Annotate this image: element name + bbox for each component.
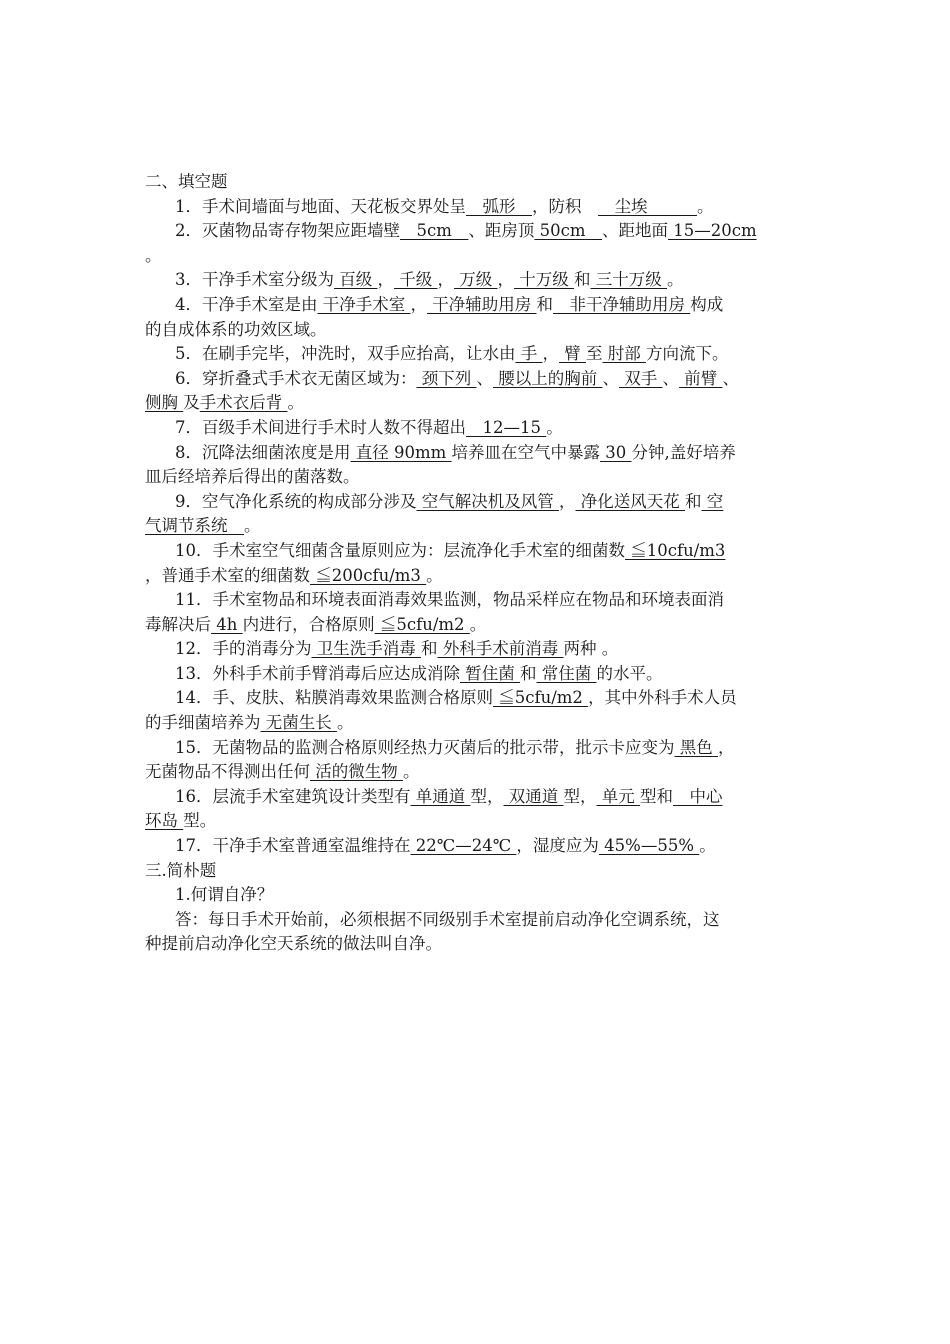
text: 无菌物品不得测出任何 <box>145 762 310 782</box>
answer-blank: 净化送风天花 <box>575 491 685 511</box>
answer-blank: 三十万级 <box>590 270 667 290</box>
answer-blank: 干净手术室 <box>317 294 411 314</box>
answer-blank: 空气解决机及风管 <box>416 491 559 511</box>
answer-blank: 双手 <box>619 368 663 388</box>
answer-blank: 千级 <box>394 270 438 290</box>
answer-blank: 22℃—24℃ <box>410 836 517 856</box>
question-6-cont <box>145 391 810 416</box>
text: 和 <box>536 294 553 314</box>
answer-blank: 无菌生长 <box>260 713 337 733</box>
answer-blank: 30 <box>600 442 632 462</box>
question-7 <box>145 416 810 441</box>
text: 的水平。 <box>596 663 663 683</box>
text: ， <box>410 294 427 314</box>
text: 15．无菌物品的监测合格原则经热力灭菌后的批示带，批示卡应变为 <box>175 737 675 757</box>
question-13 <box>145 662 810 687</box>
text: 型， <box>563 786 597 806</box>
answer-blank: 弧形 <box>466 196 532 216</box>
answer-blank: 12—15 <box>466 417 547 437</box>
answer-blank: 黑色 <box>674 737 718 757</box>
answer-blank: 外科手术前消毒 <box>437 639 564 659</box>
answer-blank: ≦5cfu/m2 <box>374 614 470 634</box>
answer-blank: 空 <box>701 491 724 511</box>
text: 5．在刷手完毕，冲洗时，双手应抬高，让水由 <box>175 344 516 364</box>
text: 型。 <box>183 811 217 831</box>
answer-blank: 环岛 <box>145 811 184 831</box>
short-answer-1: 答：每日手术开始前，必须根据不同级别手术室提前启动净化空调系统，这 <box>175 909 720 929</box>
text: 2．灭菌物品寄存物架应距墙壁 <box>175 221 400 241</box>
text: ，其中外科手术人员 <box>588 688 737 708</box>
text: 和 <box>421 639 438 659</box>
question-11-cont <box>145 613 810 638</box>
text: 两种 。 <box>563 639 619 659</box>
answer-blank: 十万级 <box>514 270 574 290</box>
text: 10．手术室空气细菌含量原则应为：层流净化手术室的细菌数 <box>175 540 625 560</box>
answer-blank: 45%—55% <box>598 836 700 856</box>
text: 8．沉降法细菌浓度是用 <box>175 442 351 462</box>
question-8-cont: 皿后经培养后得出的菌落数。 <box>145 467 360 487</box>
section-heading-short-answer: 三.简朴题 <box>145 860 217 880</box>
text: ， <box>559 491 576 511</box>
answer-blank: 干净辅助用房 <box>427 294 537 314</box>
answer-blank: ≦200cfu/m3 <box>310 565 427 585</box>
answer-blank: 肘部 <box>602 344 646 364</box>
answer-blank: 中心 <box>673 786 723 806</box>
text: 16．层流手术室建筑设计类型有 <box>175 786 411 806</box>
text: 。 <box>287 393 304 413</box>
answer-blank: 5cm <box>400 221 469 241</box>
text: 6．穿折叠式手术衣无菌区域为： <box>175 368 417 388</box>
text: 4．干净手术室是由 <box>175 294 318 314</box>
text: 、 <box>602 368 619 388</box>
question-9 <box>145 490 810 515</box>
answer-blank: 卫生洗手消毒 <box>311 639 421 659</box>
answer-blank: 侧胸 <box>145 393 184 413</box>
text: ， <box>718 737 735 757</box>
text: 。 <box>699 836 716 856</box>
answer-blank: 单通道 <box>410 786 471 806</box>
answer-blank: 腰以上的胸前 <box>493 368 603 388</box>
text: 7．百级手术间进行手术时人数不得超出 <box>175 417 466 437</box>
section-heading-fill-in: 二、填空题 <box>145 172 228 191</box>
short-question-1: 1.何谓自净？ <box>175 885 274 905</box>
text: 至 <box>586 344 603 364</box>
answer-blank: 常住菌 <box>536 663 597 683</box>
question-16 <box>145 785 810 810</box>
short-answer-1-cont: 种提前启动净化空天系统的做法叫自净。 <box>145 934 442 954</box>
answer-blank: 活的微生物 <box>310 762 403 782</box>
text: ，普通手术室的细菌数 <box>145 565 310 585</box>
answer-blank: 颈下列 <box>416 368 477 388</box>
answer-blank: 万级 <box>454 270 498 290</box>
text: 及 <box>183 393 200 413</box>
question-9-cont <box>145 514 810 539</box>
question-8 <box>145 441 810 466</box>
text: 构成 <box>690 294 724 314</box>
question-2 <box>145 219 810 244</box>
answer-blank: 气调节系统 <box>145 516 244 536</box>
text: ， <box>497 270 514 290</box>
text: 。 <box>469 614 487 634</box>
question-4 <box>145 293 810 318</box>
text: ， <box>377 270 394 290</box>
text: 分钟,盖好培养 <box>631 442 736 462</box>
answer-blank: 暂住菌 <box>460 663 520 683</box>
question-17 <box>145 834 810 859</box>
text: 。 <box>337 713 354 733</box>
text: 。 <box>697 196 714 216</box>
answer-blank: ≦10cfu/m3 <box>625 540 726 560</box>
text: 和 <box>685 491 702 511</box>
text: ，湿度应为 <box>516 836 599 856</box>
text: 。 <box>667 270 684 290</box>
question-15-cont <box>145 760 810 785</box>
answer-blank: 手术衣后背 <box>199 393 288 413</box>
answer-blank: ≦5cfu/m2 <box>493 688 589 708</box>
answer-blank: 尘埃 <box>598 196 697 216</box>
text: 方向流下。 <box>646 344 729 364</box>
answer-blank: 非干净辅助用房 <box>553 294 691 314</box>
text: 和 <box>520 663 537 683</box>
answer-blank: 双通道 <box>503 786 564 806</box>
answer-blank: 50cm <box>534 221 603 241</box>
text: 、 <box>662 368 679 388</box>
text: 型， <box>470 786 504 806</box>
answer-blank: 15—20cm <box>668 221 757 241</box>
answer-blank: 直径 90mm <box>350 442 452 462</box>
question-4-cont: 的自成体系的功效区域。 <box>145 319 327 339</box>
answer-blank: 百级 <box>334 270 378 290</box>
question-5 <box>145 342 810 367</box>
text: 。 <box>546 417 563 437</box>
text: 毒解决后 <box>145 614 211 634</box>
text: ， <box>437 270 454 290</box>
question-15 <box>145 736 810 761</box>
text: ，防积 <box>532 196 598 216</box>
question-3 <box>145 268 810 293</box>
text: 培养皿在空气中暴露 <box>451 442 601 462</box>
answer-blank: 臂 <box>559 344 586 364</box>
text: 3．干净手术室分级为 <box>175 270 334 290</box>
text: 的手细菌培养为 <box>145 713 261 733</box>
question-2-cont: 。 <box>145 245 162 265</box>
text: 和 <box>574 270 591 290</box>
document-page <box>145 170 810 957</box>
question-12 <box>145 637 810 662</box>
text: 、距房顶 <box>468 221 535 241</box>
text: 1．手术间墙面与地面、天花板交界处呈 <box>175 196 466 216</box>
question-1 <box>145 195 810 220</box>
text: 内进行，合格原则 <box>242 614 375 634</box>
text: 13．外科手术前手臂消毒后应达成消除 <box>175 663 460 683</box>
text: 14．手、皮肤、粘膜消毒效果监测合格原则 <box>175 688 493 708</box>
text: 、距地面 <box>602 221 669 241</box>
question-16-cont <box>145 809 810 834</box>
text: 、 <box>476 368 493 388</box>
answer-blank: 前臂 <box>679 368 723 388</box>
text: 。 <box>426 565 443 585</box>
text: 、 <box>722 368 739 388</box>
text: 12．手的消毒分为 <box>175 639 312 659</box>
answer-blank: 4h <box>211 614 243 634</box>
question-6 <box>145 367 810 392</box>
question-10-cont <box>145 564 810 589</box>
text: ， <box>542 344 559 364</box>
text: 。 <box>403 762 420 782</box>
text: 17．干净手术室普通室温维持在 <box>175 836 411 856</box>
answer-blank: 手 <box>515 344 543 364</box>
question-14-cont <box>145 711 810 736</box>
question-11: 11．手术室物品和环境表面消毒效果监测，物品采样应在物品和环境表面消 <box>175 590 724 610</box>
question-10 <box>145 539 810 564</box>
question-14 <box>145 686 810 711</box>
text: 9．空气净化系统的构成部分涉及 <box>175 491 417 511</box>
answer-blank: 单元 <box>596 786 640 806</box>
text: 。 <box>244 516 261 536</box>
text: 型和 <box>640 786 673 806</box>
